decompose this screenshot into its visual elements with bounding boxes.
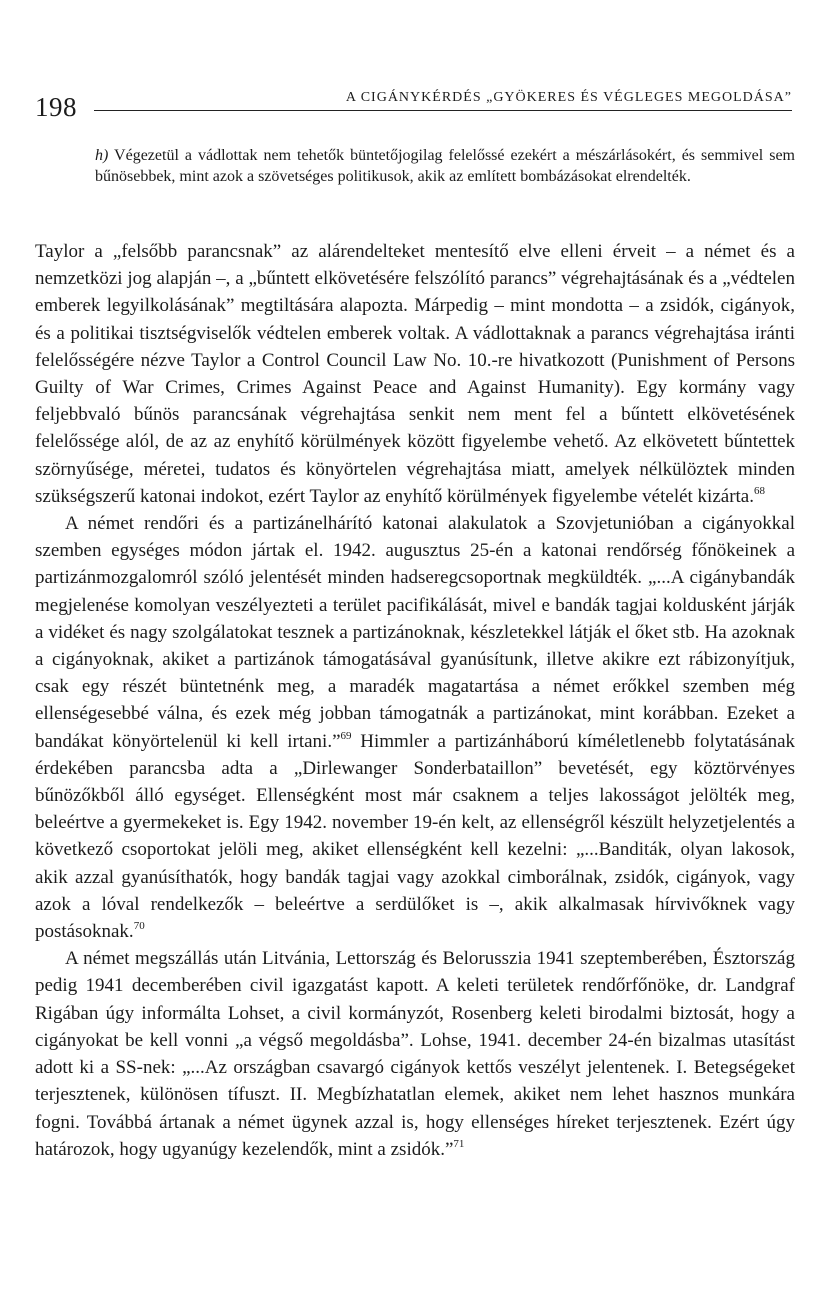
footnote-ref-71: 71 <box>453 1137 465 1150</box>
paragraph-1-text: Taylor a „felsőbb parancsnak” az alárendelteket mentesítő elve elleni érveit – a német és a nemzetközi jog alapján –, a „bűntett elkövetésére felszólító parancs” végrehajtásának és a „védtelen emberek legyilkolásának” megtiltására alapozta. Márpedig – mint mondotta – a zsidók, cigányok, és a politikai tisztségviselők védtelen emberek voltak. A vádlottaknak a parancs végrehajtása iránti felelősségére nézve Taylor a Control Council Law No. 10.-re hivatkozott (Punishment of Persons Guilty of War Crimes, Crimes Against Peace and Against Humanity). Egy kormány vagy feljebbvaló bűnös parancsának végrehajtása senkit nem ment fel a bűntett elkövetésének felelőssége alól, de az az enyhítő körülmények között figyelembe vehető. Az elkövetett bűntettek szörnyűsége, méretei, tudatos és könyörtelen végrehajtása miatt, amelyek nélkülöztek minden szükségszerű katonai indokot, ezért Taylor az enyhítő körülmények figyelembe vételét kizárta. <box>35 241 795 507</box>
paragraph-3 <box>35 945 795 1163</box>
footnote-ref-69: 69 <box>340 729 352 742</box>
header-rule <box>94 110 792 111</box>
paragraph-2-text: A német rendőri és a partizánelhárító katonai alakulatok a Szovjetunióban a cigányokkal szemben egységes módon jártak el. 1942. augusztus 25-én a katonai rendőrség főnökeinek a partizánmozgalomról szóló jelentését minden hadseregcsoportnak megküldték. „...A cigánybandák megjelenése komolyan veszélyezteti a terület pacifikálását, mivel e bandák tagjai koldusként járják a vidéket és nagy szolgálatokat tesznek a partizánoknak, készletekkel látják el őket stb. Ha azoknak a cigányoknak, akiket a partizánok támogatásával gyanúsítunk, illetve akikre ezt rábizonyítjuk, csak egy részét büntetnénk meg, a maradék magatartása a német erőkkel szemben még ellenségesebbé válna, és ezek még jobban támogatnák a partizánokat, mint korábban. Ezeket a bandákat könyörtelenül ki kell irtani.” <box>35 513 795 752</box>
footnote-ref-70: 70 <box>133 920 145 933</box>
item-h <box>95 145 795 187</box>
page-number: 198 <box>35 92 77 122</box>
body-text <box>35 238 795 1163</box>
paragraph-2-text-continued: Himmler a partizánháború kíméletlenebb folytatásának érdekében parancsba adta a „Dirlewanger Sonderbataillon” bevetését, egy köztörvényes bűnözőkből álló egységet. Ellenségként most már csaknem a teljes lakosságot jelölték meg, beleértve a gyermekeket is. Egy 1942. november 19-én kelt, az ellenségről készült helyzetjelentés a következő csoportokat jelöli meg, akiket ellenségként kell kezelni: „...Banditák, olyan lakosok, akik azzal gyanúsíthatók, hogy bandák tagjai vagy azokkal cimborálnak, zsidók, cigányok, vagy azok a lóval rendelkezők – beleértve a serdülőket is –, akik alkalmasak hírvivőknek vagy postásoknak. <box>35 730 795 943</box>
item-h-marker: h) <box>95 147 109 164</box>
item-h-text: Végezetül a vádlottak nem tehetők büntetőjogilag felelőssé ezekért a mészárlásokért, és semmivel sem bűnösebbek, mint azok a szövetséges politikusok, akik az említett bombázásokat elrendelték. <box>95 147 795 185</box>
paragraph-1 <box>35 238 795 510</box>
paragraph-2 <box>35 510 795 945</box>
paragraph-3-text: A német megszállás után Litvánia, Lettország és Belorusszia 1941 szeptemberében, Észtország pedig 1941 decemberében civil igazgatást kapott. A keleti területek rendőrfőnöke, dr. Landgraf Rigában úgy informálta Lohset, a civil kormányzót, Rosenberg keleti birodalmi biztosát, hogy a cigányokat be kell vonni „a végső megoldásba”. Lohse, 1941. december 24-én bizalmas utasítást adott ki a SS-nek: „...Az országban csavargó cigányok kettős veszélyt jelentenek. I. Betegségeket terjesztenek, különösen tífuszt. II. Megbízhatatlan elemek, akiket nem lehet hasznos munkára fogni. Továbbá ártanak a német ügynek azzal is, hogy ellenséges híreket terjesztenek. Ezért úgy határozok, hogy ugyanúgy kezelendők, mint a zsidók.” <box>35 948 795 1160</box>
footnote-ref-68: 68 <box>754 484 765 497</box>
running-head: A CIGÁNYKÉRDÉS „GYÖKERES ÉS VÉGLEGES MEGOLDÁSA” <box>345 90 792 105</box>
